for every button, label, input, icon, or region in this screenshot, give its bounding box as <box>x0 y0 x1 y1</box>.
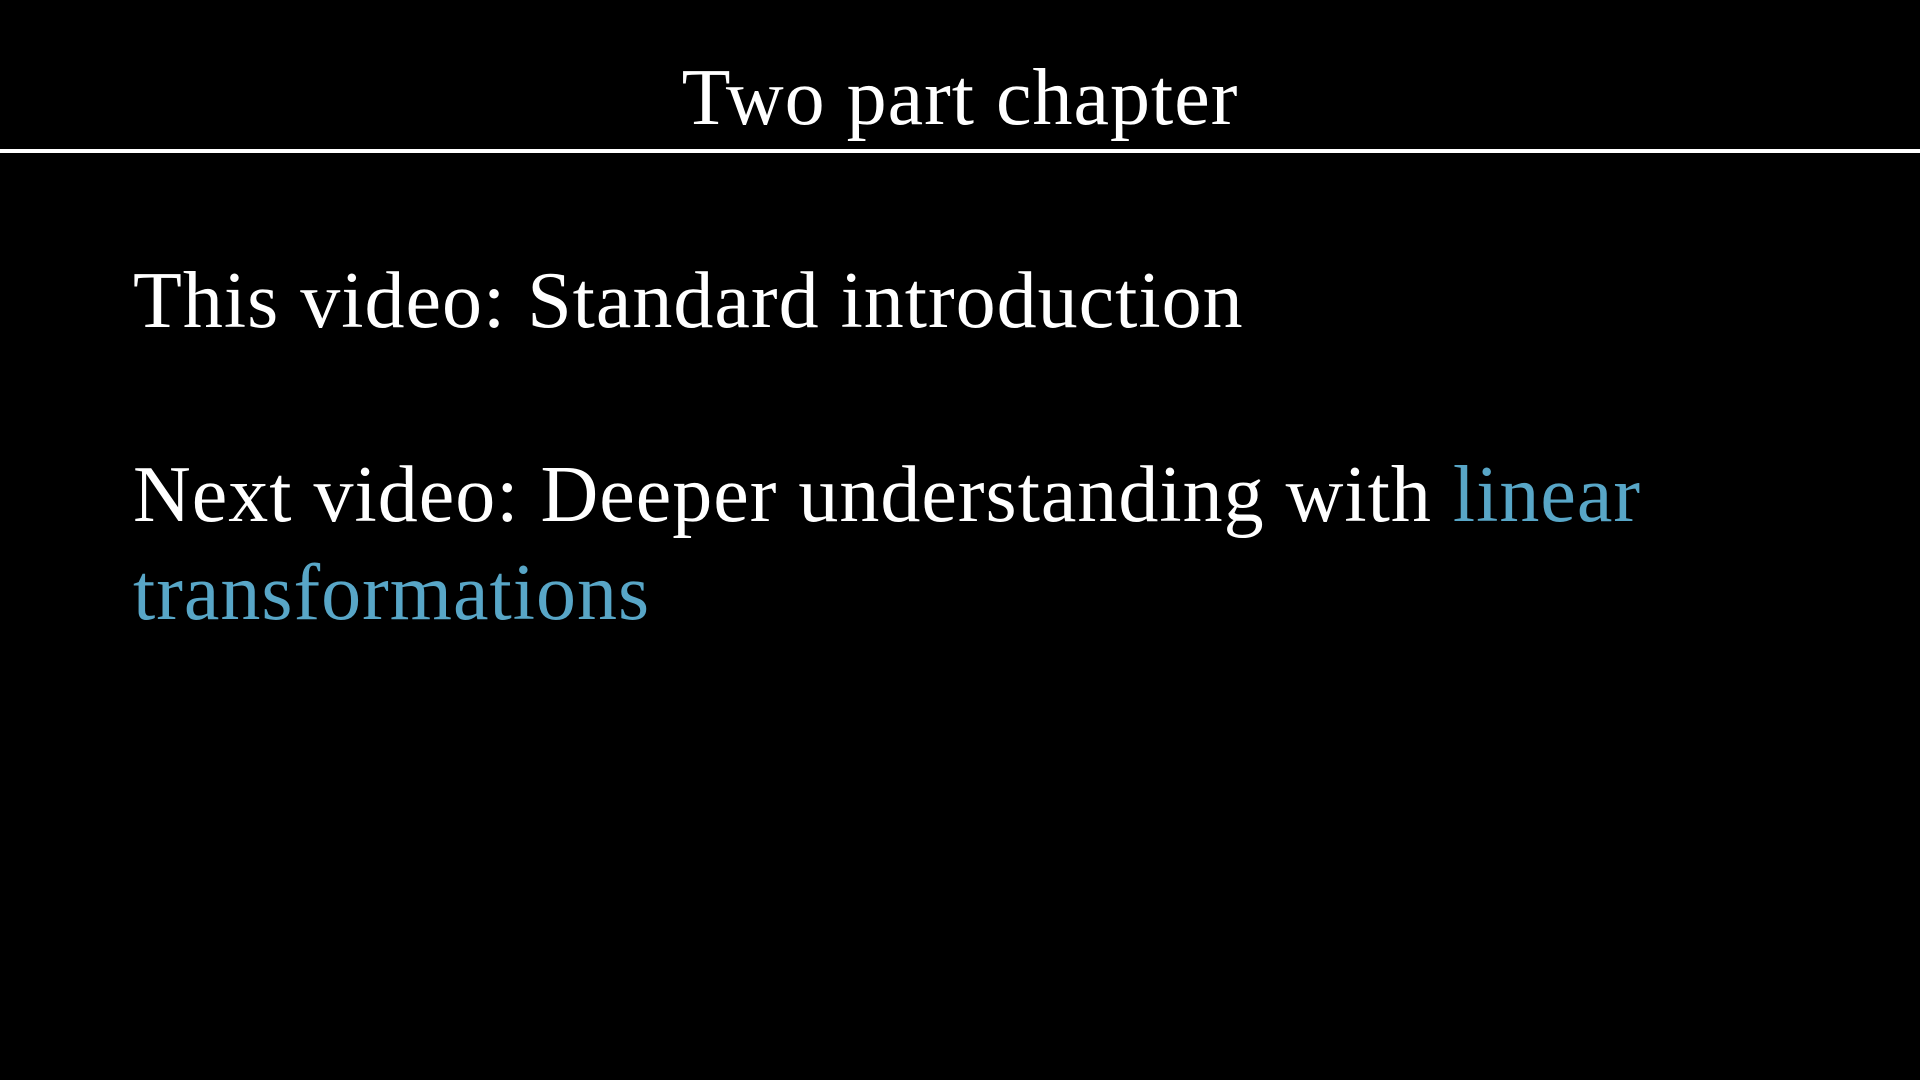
next-video-text: Deeper understanding with <box>540 451 1432 539</box>
slide-title: Two part chapter <box>681 54 1239 142</box>
this-video-label: This video: <box>133 257 507 345</box>
this-video-text: Standard introduction <box>527 257 1244 345</box>
next-video-highlight: linear transformations <box>133 451 1641 637</box>
next-video-line <box>133 446 1833 642</box>
next-video-label: Next video: <box>133 451 520 539</box>
title-divider <box>0 149 1920 153</box>
this-video-line <box>133 252 1833 350</box>
